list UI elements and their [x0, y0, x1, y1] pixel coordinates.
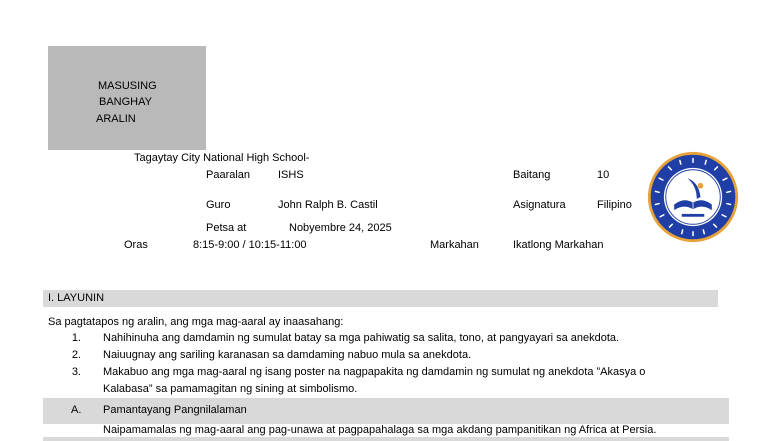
- objective-number: 3.: [71, 366, 81, 378]
- objective-number: 1.: [71, 332, 81, 344]
- objective-text: Makabuo ang mga mag-aaral ng isang poster na nagpapakita ng damdamin ng sumulat ng anekdota ”Akasya o: [103, 366, 646, 378]
- oras-value: 8:15-9:00 / 10:15-11:00: [193, 239, 307, 251]
- objectives-intro: Sa pagtatapos ng aralin, ang mga mag-aaral ay inaasahang:: [48, 316, 344, 328]
- asignatura-label: Asignatura: [513, 199, 566, 211]
- petsa-value: Nobyembre 24, 2025: [289, 222, 392, 234]
- guro-value: John Ralph B. Castil: [278, 199, 378, 211]
- next-row-band: [43, 437, 729, 441]
- title-line-3: ARALIN: [96, 113, 136, 125]
- content-standard-text: Naipamamalas ng mag-aaral ang pag-unawa at pagpapahalaga sa mga akdang pampanitikan ng Africa at Persia.: [103, 424, 657, 436]
- subsection-title: Pamantayang Pangnilalaman: [103, 404, 247, 416]
- markahan-label: Markahan: [430, 239, 479, 251]
- petsa-label: Petsa at: [206, 222, 247, 234]
- guro-label: Guro: [206, 199, 231, 211]
- paaralan-label: Paaralan: [206, 169, 251, 181]
- objective-number: 2.: [71, 349, 81, 361]
- lesson-plan-title-box: [48, 46, 206, 150]
- objective-text: Nahihinuha ang damdamin ng sumulat batay sa mga pahiwatig sa salita, tono, at pangyayari sa anekdota.: [103, 332, 620, 344]
- title-line-2: BANGHAY: [99, 96, 152, 108]
- school-name: Tagaytay City National High School-: [134, 152, 310, 164]
- school-seal-logo: [646, 150, 740, 244]
- asignatura-value: Filipino: [597, 199, 632, 211]
- section-heading-layunin: I. LAYUNIN: [48, 292, 105, 304]
- objective-text-continued: Kalabasa” sa pamamagitan ng sining at simbolismo.: [103, 383, 358, 395]
- baitang-value: 10: [597, 169, 610, 181]
- title-line-1: MASUSING: [98, 80, 157, 92]
- paaralan-value: ISHS: [278, 169, 304, 181]
- objective-text: Naiuugnay ang sariling karanasan sa damdaming nabuo mula sa anekdota.: [103, 349, 472, 361]
- subsection-letter: A.: [71, 404, 82, 416]
- section-heading-band: [43, 290, 718, 307]
- markahan-value: Ikatlong Markahan: [513, 239, 604, 251]
- oras-label: Oras: [124, 239, 148, 251]
- baitang-label: Baitang: [513, 169, 551, 181]
